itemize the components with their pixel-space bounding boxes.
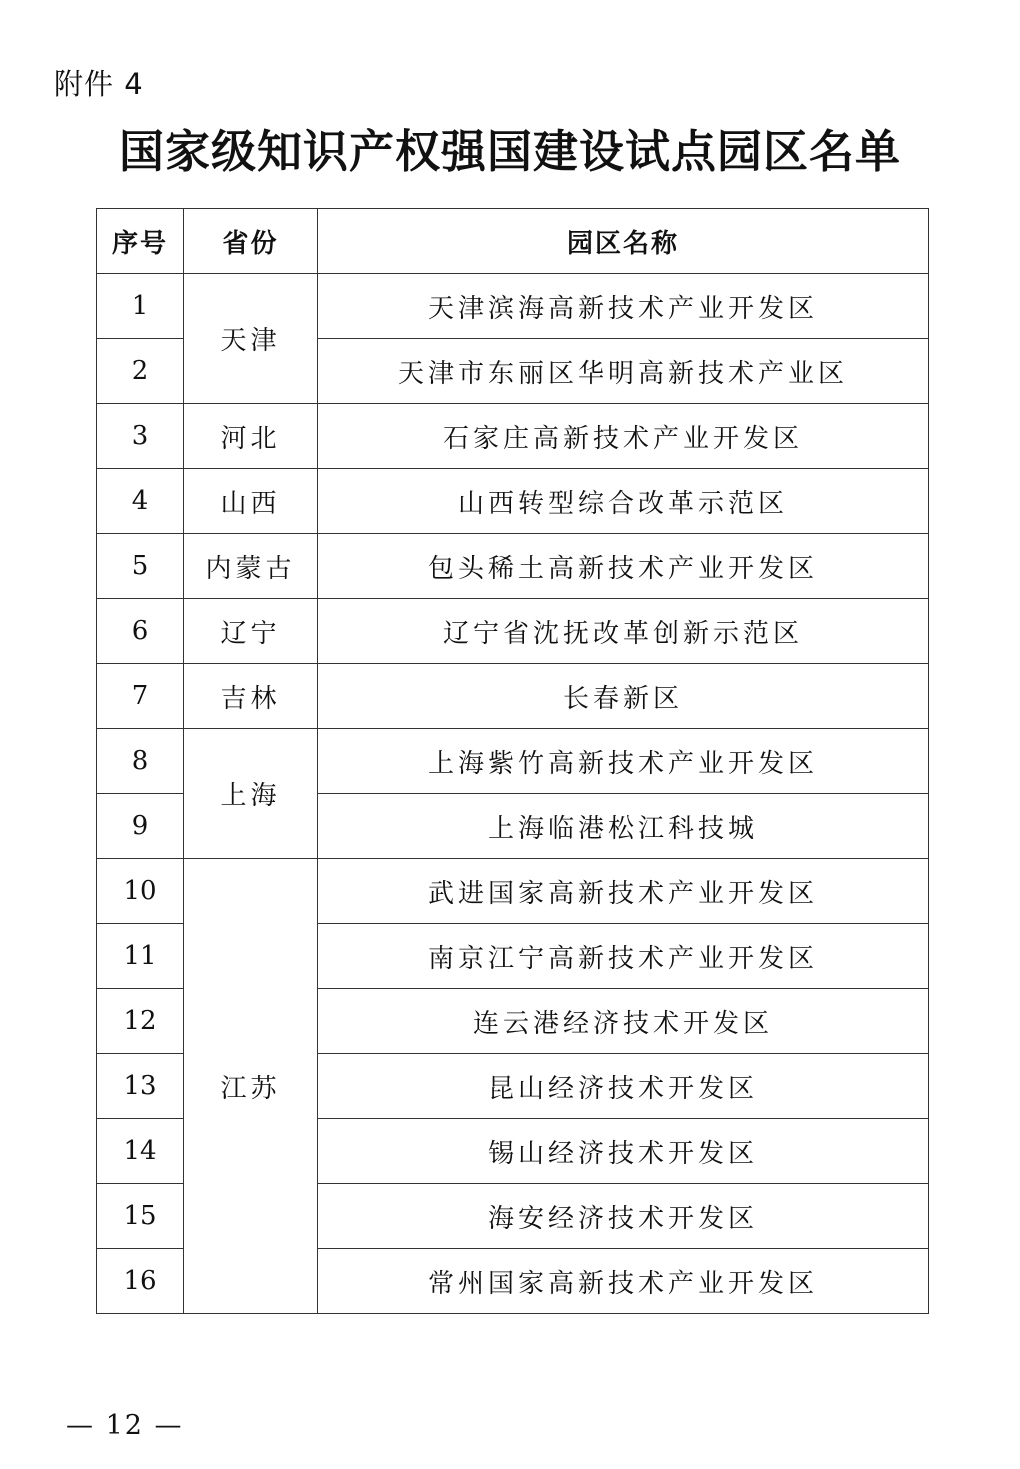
row-province: 天津 (184, 274, 318, 404)
header-province: 省份 (184, 209, 318, 274)
row-park-name: 天津滨海高新技术产业开发区 (318, 274, 929, 339)
row-index: 5 (97, 534, 184, 599)
row-index: 6 (97, 599, 184, 664)
table-row (97, 469, 929, 534)
row-province: 内蒙古 (184, 534, 318, 599)
row-index: 9 (97, 794, 184, 859)
row-park-name: 昆山经济技术开发区 (318, 1054, 929, 1119)
row-index: 3 (97, 404, 184, 469)
table-row (97, 599, 929, 664)
row-park-name: 常州国家高新技术产业开发区 (318, 1249, 929, 1314)
row-park-name: 上海临港松江科技城 (318, 794, 929, 859)
row-index: 4 (97, 469, 184, 534)
row-province: 山西 (184, 469, 318, 534)
table-row (97, 664, 929, 729)
row-park-name: 山西转型综合改革示范区 (318, 469, 929, 534)
row-park-name: 上海紫竹高新技术产业开发区 (318, 729, 929, 794)
table-row (97, 729, 929, 794)
row-park-name: 锡山经济技术开发区 (318, 1119, 929, 1184)
row-index: 12 (97, 989, 184, 1054)
attachment-label: 附件 4 (54, 67, 144, 101)
parks-table (96, 208, 929, 1314)
document-title: 国家级知识产权强国建设试点园区名单 (118, 125, 901, 178)
row-park-name: 南京江宁高新技术产业开发区 (318, 924, 929, 989)
header-park-name: 园区名称 (318, 209, 929, 274)
row-index: 1 (97, 274, 184, 339)
row-park-name: 天津市东丽区华明高新技术产业区 (318, 339, 929, 404)
row-index: 16 (97, 1249, 184, 1314)
row-index: 13 (97, 1054, 184, 1119)
row-province: 河北 (184, 404, 318, 469)
header-index: 序号 (97, 209, 184, 274)
row-province: 上海 (184, 729, 318, 859)
table-row (97, 534, 929, 599)
table-row (97, 404, 929, 469)
table-header-row (97, 209, 929, 274)
row-park-name: 武进国家高新技术产业开发区 (318, 859, 929, 924)
row-index: 7 (97, 664, 184, 729)
row-index: 2 (97, 339, 184, 404)
row-province: 吉林 (184, 664, 318, 729)
row-park-name: 海安经济技术开发区 (318, 1184, 929, 1249)
row-index: 10 (97, 859, 184, 924)
row-index: 15 (97, 1184, 184, 1249)
row-park-name: 连云港经济技术开发区 (318, 989, 929, 1054)
row-park-name: 长春新区 (318, 664, 929, 729)
row-park-name: 包头稀土高新技术产业开发区 (318, 534, 929, 599)
row-park-name: 石家庄高新技术产业开发区 (318, 404, 929, 469)
row-province: 辽宁 (184, 599, 318, 664)
row-index: 11 (97, 924, 184, 989)
row-park-name: 辽宁省沈抚改革创新示范区 (318, 599, 929, 664)
row-index: 14 (97, 1119, 184, 1184)
row-province: 江苏 (184, 859, 318, 1314)
table-row (97, 859, 929, 924)
row-index: 8 (97, 729, 184, 794)
page-number: — 12 — (66, 1410, 184, 1441)
table-row (97, 274, 929, 339)
